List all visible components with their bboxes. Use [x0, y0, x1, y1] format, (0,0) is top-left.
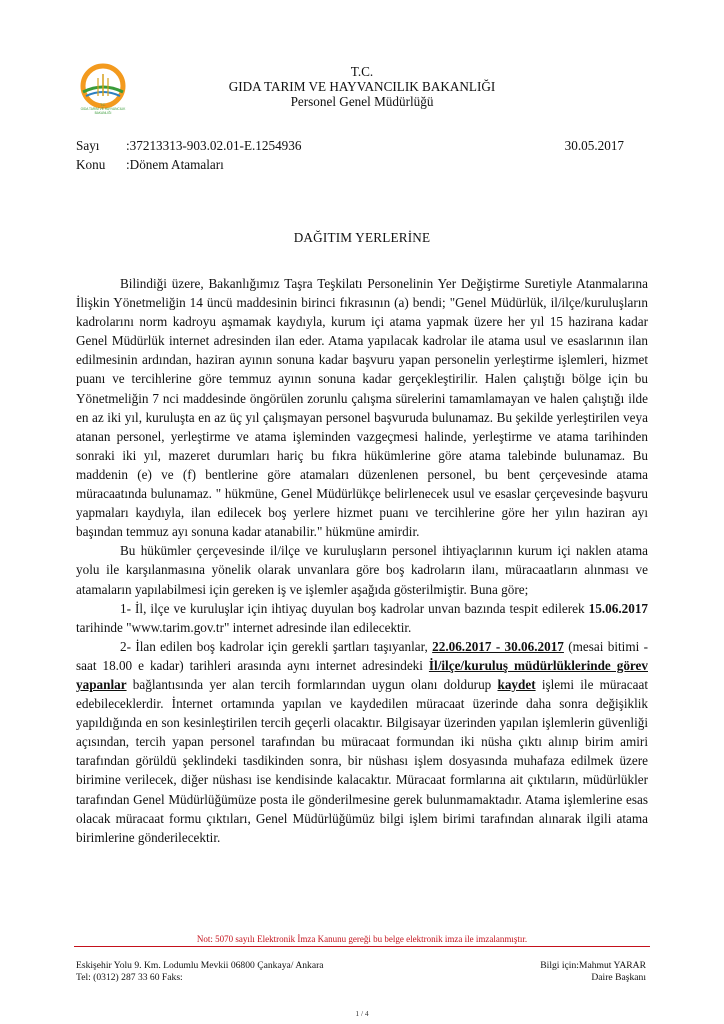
document-title: DAĞITIM YERLERİNE: [293, 230, 431, 245]
konu-label: Konu: [76, 157, 106, 172]
svg-text:BAKANLIĞI: BAKANLIĞI: [94, 111, 112, 115]
paragraph-4-text: 2- İlan edilen boş kadrolar için gerekli şartları taşıyanlar,: [120, 638, 433, 654]
paragraph-3: [76, 599, 648, 637]
sayi-row: [76, 138, 301, 154]
paragraph-3-text-end: tarihinde "www.tarim.gov.tr" internet adresinde ilan edilecektir.: [76, 619, 412, 635]
header-tc: T.C.: [350, 64, 374, 79]
application-period: 22.06.2017 - 30.06.2017: [432, 638, 564, 654]
konu-row: [76, 157, 224, 173]
paragraph-4: [76, 637, 648, 847]
footer-divider: [74, 946, 650, 947]
paragraph-3-text: 1- İl, ilçe ve kuruluşlar için ihtiyaç duyulan boş kadrolar unvan bazında tespit edilerek: [120, 600, 589, 616]
svg-text:GIDA TARIM VE HAYVANCILIK: GIDA TARIM VE HAYVANCILIK: [80, 107, 126, 111]
sayi-label: Sayı: [76, 138, 100, 153]
svg-text:T.C.: T.C.: [100, 103, 106, 107]
sayi-value: :37213313-903.02.01-E.1254936: [126, 138, 302, 153]
footer-phone: Tel: (0312) 287 33 60 Faks:: [76, 972, 183, 983]
konu-value: :Dönem Atamaları: [126, 157, 224, 172]
announcement-date: 15.06.2017: [588, 600, 648, 616]
paragraph-4-text-3: bağlantısında yer alan tercih formlarından uygun olanı doldurup: [126, 676, 498, 692]
ministry-name: GIDA TARIM VE HAYVANCILIK BAKANLIĞI: [228, 79, 496, 94]
paragraph-1: Bilindiği üzere, Bakanlığımız Taşra Teşkilatı Personelinin Yer Değiştirme Suretiyle Atanmalarına İlişkin Yönetmeliğin 14 üncü maddesinin birinci fıkrasının (a) bendi; "Genel Müdürlük, il/ilçe/kuruluşların kadrolarını norm kadroyu aşmamak kaydıyla, kurum içi atama yapmak üzere her yıl 15 hazirana kadar Genel Müdürlük internet adresinden ilan eder. Atama yapılacak kadrolar ile atama usul ve esaslarının ilan edilmesinin ardından, haziran ayının sonuna kadar başvuru yapan personelin yerleştirme işlemleri, hizmet puanı ve tercihlerine göre temmuz ayının sonuna kadar gerçekleştirilir. Halen çalıştığı bölge için bu Yönetmeliğin 7 nci maddesinde öngörülen zorunlu çalışma sürelerini tamamlamayan ve halen çalıştığı ilde en az iki yıl, kuruluşta en az üç yıl çalışmayan personel başvuruda bulunamaz. Bu şekilde yerleştirilen veya atanan personel, yerleştirme ve atama işleminden vazgeçmesi halinde, yerleştirme ve atama tarihinden sonraki iki yıl, mazeret durumları hariç bu fıkra hükümlerine göre atama talebinde bulunamaz. Bu maddenin (e) ve (f) bentlerine göre atamaları düzenlenen personel, bu bent çerçevesinde atama müracaatında bulunamaz. " hükmüne, Genel Müdürlükçe belirlenecek usul ve esaslar çerçevesinde başvuru yapmaları kaydıyla, ilan edilecek boş yerlere hizmet puanı ve tercihlerine göre her yılın haziran ayı başından temmuz ayı sonuna kadar atanabilir." hükmüne amirdir.: [76, 276, 648, 540]
footer-role: Daire Başkanı: [591, 972, 646, 983]
letterhead: [0, 64, 724, 109]
save-reference: kaydet: [497, 676, 536, 692]
footer-address: Eskişehir Yolu 9. Km. Lodumlu Mevkii 06800 Çankaya/ Ankara: [76, 960, 324, 971]
directorate-name: Personel Genel Müdürlüğü: [290, 94, 434, 109]
document-date: 30.05.2017: [564, 138, 624, 153]
document-body: [76, 274, 648, 847]
link-reference: İl/ilçe/kuruluş müdürlüklerinde görev yapanlar: [76, 657, 648, 692]
paragraph-4-text-4: işlemi ile müracaat edebileceklerdir. İnternet ortamında yapılan ve kaydedilen müracaat üzerinde daha sonra değişiklik yapıldığında en son kesinleştirilen tercih geçerli olacaktır. Bilgisayar üzerinden yapılan işlemlerin güvenliği açısından, tercih yapan personel tarafından bu müracaat formundan iki nüsha çıktı alınıp birim amiri tarafından görüldü şeklindeki tasdikinden sonra, bir nüshası işlem dosyasında muhafaza edilmek üzere birimine verilecek, diğer nüshası ise kendisinde kalacaktır. Müracaat formlarına ait çıktıların, müdürlükler tarafından Genel Müdürlüğümüze posta ile gönderilmesine gerek bulunmamaktadır. Atama işlemlerine esas olacak müracaat formu çıktıları, Genel Müdürlüğümüz bilgi işlem birimi tarafından alınarak ilgili atama birimlerine gönderilecektir.: [76, 676, 648, 845]
e-signature-note: Not: 5070 sayılı Elektronik İmza Kanunu gereği bu belge elektronik imza ile imzalanmıştır.: [196, 934, 528, 944]
footer-contact: Bilgi için:Mahmut YARAR: [540, 960, 646, 971]
paragraph-4-text-2: (mesai bitimi - saat 18.00 e kadar) tarihleri arasında aynı internet adresindeki: [76, 638, 648, 673]
page-number: 1 / 4: [355, 1009, 369, 1018]
paragraph-2: Bu hükümler çerçevesinde il/ilçe ve kuruluşların personel ihtiyaçlarının kurum içi naklen atama yolu ile karşılanmasına yönelik olarak unvanlara göre boş kadroların ilanı, müracaatların alınması ve atamaların yapılabilmesi için gereken iş ve işlemler aşağıda gösterilmiştir. Buna göre;: [76, 543, 648, 597]
